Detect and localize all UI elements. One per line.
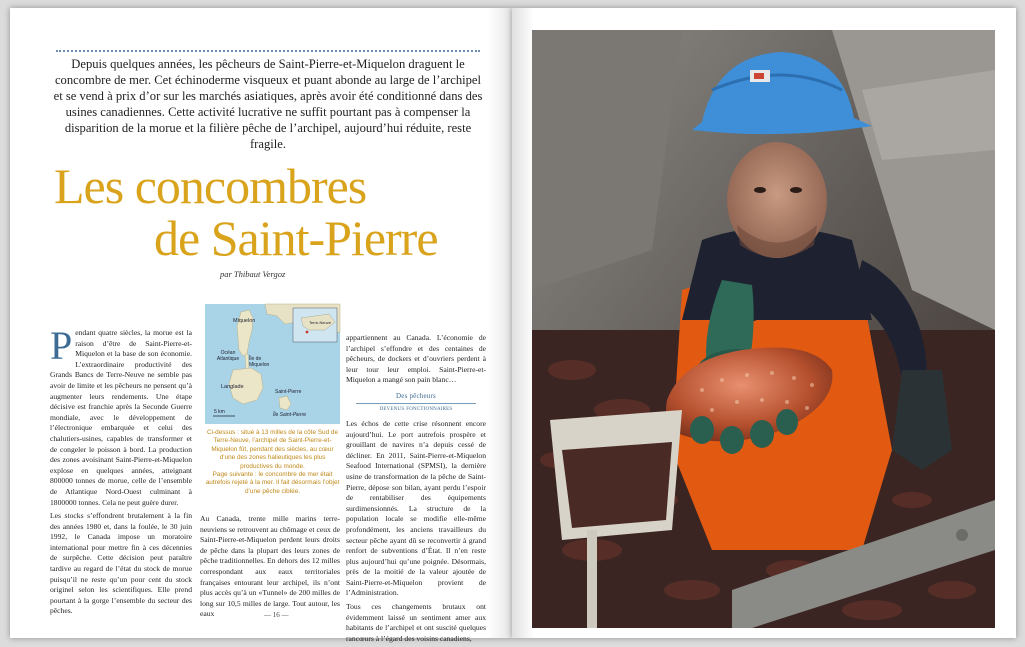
- subhead-line-2: devenus fonctionnaires: [379, 403, 453, 412]
- paragraph-text: endant quatre siècles, la morue est la raison d’être de Saint-Pierre-et-Miquelon et la base de son économie. L’extraordinaire productivité des Grands Bancs de Terre-Neuve ne semble pas avoir de limite et les pêcheurs ne pensent qu’à augmenter leurs rendements. Une étape décisive est franchie après la Seconde Guerre mondiale, avec le développement de l’électronique embarquée et celui des chalutiers-usines, capables de transformer et de congeler le poisson à bord. La production des zones avoisinant Saint-Pierre-et-Miquelon explose en quelques années, atteignant 800000 tonnes de morue, celle de l’ensemble de Atlantique Nord-Ouest culminant à 1800000 tonnes. Cela ne peut guère durer.: [50, 328, 192, 507]
- body-column-3: [346, 333, 486, 647]
- map-label-ile-miquelon: Île de Miquelon: [249, 356, 270, 368]
- drop-cap: P: [50, 323, 73, 368]
- fisherman-photo-graphic: [532, 30, 995, 628]
- body-column-2: [200, 514, 340, 623]
- map-label-miquelon: Miquelon: [233, 318, 256, 324]
- map-label-ocean: Océan Atlantique: [216, 350, 240, 362]
- body-paragraph: [50, 323, 192, 508]
- caption-paragraph: Ci-dessus : situé à 13 milles de la côte Sud de Terre-Neuve, l’archipel de Saint-Pierre-et-Miquelon fût, pendant des siècles, au cœur d’une des zones halieutiques les plus productives du monde.: [206, 429, 339, 470]
- intro-paragraph: Depuis quelques années, les pêcheurs de Saint-Pierre-et-Miquelon draguent le concombre de mer. Cet échinoderme visqueux et puant abonde au large de l’archipel et se vend à prix d’or sur les marchés asiatiques, après avoir été conditionné dans des usines canadiennes. Cette activité lucrative ne suffit pourtant pas à compenser la disparition de la morue et la filière pêche de l’archipel, aujourd’hui réduite, reste fragile.: [53, 57, 483, 151]
- byline: par Thibaut Vergoz: [220, 269, 286, 279]
- subhead-line-1: Des pêcheurs: [396, 391, 436, 400]
- left-page: [10, 8, 512, 643]
- section-subhead: [346, 392, 486, 413]
- right-page: [512, 8, 1016, 638]
- map-label-saint-pierre: Saint-Pierre: [275, 389, 302, 395]
- body-paragraph: Les échos de cette crise résonnent encore aujourd’hui. Le port autrefois prospère et grouillant de navires n’a depuis cessé de décliner. En 2011, Saint-Pierre-et-Miquelon Seafood International (SPMSI), la dernière usine de transformation de la pêche de Saint-Pierre, dépose son bilan, ayant perdu l’espoir de rentabiliser des équipements surdimensionnés. La structure de la population locale se modifie elle-même profondément, les anciens travailleurs du secteur pêche ayant dû se reconvertir à grand renfort de subventions d’État. Il n’en reste plus aujourd’hui qu’une poignée. Désormais, près de la moitié de la valeur ajoutée de Saint-Pierre-et-Miquelon provient de l’Administration.: [346, 418, 486, 598]
- map-caption: [205, 429, 340, 496]
- fisherman-photo: [532, 30, 995, 628]
- map-label-langlade: Langlade: [221, 384, 244, 390]
- caption-paragraph: Page suivante : le concombre de mer était autrefois rejeté à la mer. Il fait désormais l’objet d’une pêche ciblée.: [205, 471, 340, 495]
- gutter-shadow: [512, 8, 534, 638]
- map-label-terre-neuve: Terre-Neuve: [309, 320, 332, 325]
- archipelago-map: [205, 304, 340, 424]
- body-paragraph: appartiennent au Canada. L’économie de l’archipel s’effondre et des centaines de pêcheurs, de dockers et d’ouvriers perdent à leur tour leur emploi. Saint-Pierre-et-Miquelon a mangé son pain blanc…: [346, 333, 486, 385]
- body-paragraph: Tous ces changements brutaux ont évidemment laissé un sentiment amer aux habitants de l’archipel et ont suscité quelques rancœurs à l’égard des voisins canadiens,: [346, 602, 486, 643]
- map-label-ile-saint-pierre: Île Saint-Pierre: [273, 412, 307, 418]
- title-line-2: de Saint-Pierre: [154, 210, 438, 266]
- title-line-1: Les concombres: [54, 158, 367, 214]
- page-number: — 16 —: [264, 611, 289, 619]
- body-paragraph: Au Canada, trente mille marins terre-neuviens se retrouvent au chômage et ceux de Saint-Pierre-et-Miquelon perdent leurs droits de pêche dans la plupart des leurs zones de pêche traditionnelles. En dehors des 12 milles correspondant aux eaux territoriales françaises entourant leur archipel, ils n’ont plus accès qu’à un «Tunnel» de 200 milles de long sur 10,5 milles de large. Tout autour, les eaux: [200, 514, 340, 619]
- map-scale-label: 5 km: [214, 409, 225, 415]
- gutter-shadow: [488, 8, 512, 638]
- body-paragraph: Les stocks s’effondrent brutalement à la fin des années 1980 et, dans la foulée, le 30 juin 1992, le Canada impose un moratoire international pour mettre fin à ces décennies de surpêche. Cette décision peut paraître tardive au regard de l’état du stock de morue puisqu’il ne reste qu’un pour cent du stock originel selon les scientifiques. Elle prend pourtant à la gorge l’ensemble du secteur des pêches.: [50, 511, 192, 616]
- body-column-1: [50, 323, 192, 620]
- intro-dotted-rule: [56, 50, 480, 52]
- article-title: [50, 160, 490, 264]
